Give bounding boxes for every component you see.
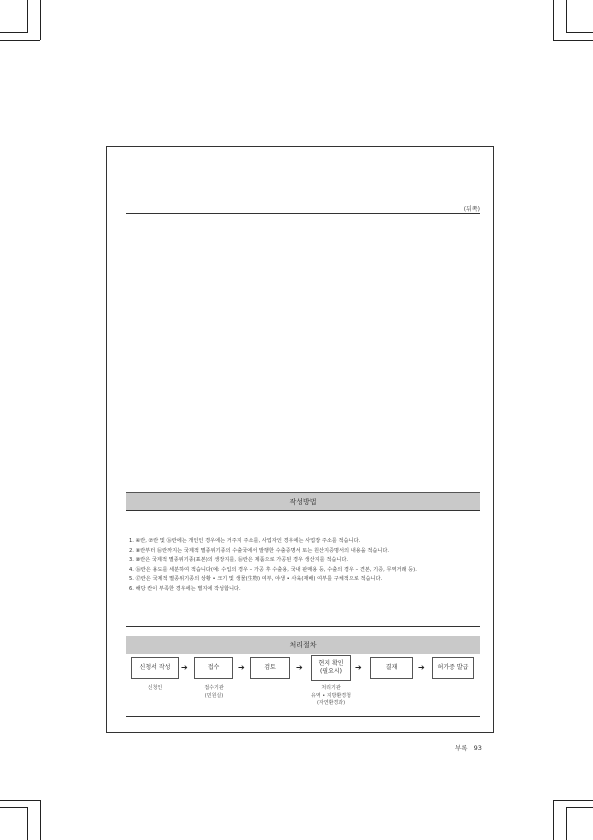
step-site-inspection [311,655,351,681]
crop-mark [553,0,554,40]
crop-mark [0,32,27,33]
crop-mark [553,800,554,840]
crop-mark [40,800,41,840]
step-label-line1: 현지 확인 [318,660,344,667]
crop-mark [0,807,27,808]
arrow-icon: ➔ [181,663,188,672]
crop-mark [566,807,567,840]
instruction-item: 5. ⑰란은 국제적 멸종위기종의 상황 • 크기 및 생물(生物) 여부, 야생 • 사육(재배) 여부를 구체적으로 적습니다. [129,576,383,583]
crop-mark [0,800,40,801]
arrow-icon: ➔ [355,663,362,672]
step-label: 허가증 발급 [437,664,469,671]
process-header [126,636,480,654]
writing-method-title: 작성방법 [289,497,317,506]
actor-applicant: 신청인 [147,685,163,691]
arrow-icon: ➔ [238,663,245,672]
actor-receiving-agency: 접수기관 (민원실) [204,685,224,699]
arrow-icon: ➔ [418,663,425,672]
step-label: 신청서 작성 [139,664,171,671]
step-approval [370,657,413,679]
actor-processing-agency: 처리기관 유역 • 지방환경청 (자연환경과) [311,685,351,706]
crop-mark [40,0,41,40]
step-review [250,657,290,679]
crop-mark [27,0,28,33]
crop-mark [566,0,567,33]
crop-mark [553,40,593,41]
step-label-line2: (필요시) [319,668,343,675]
step-permit-issue [432,657,474,679]
crop-mark [566,807,593,808]
crop-mark [0,40,40,41]
arrow-icon: ➔ [296,663,303,672]
crop-mark [553,800,593,801]
step-label: 결재 [385,664,398,671]
crop-mark [27,807,28,840]
step-label: 접수 [207,664,220,671]
writing-method-list [129,537,479,595]
instruction-item: 1. ④란, ⑦란 및 ⑯란에는 개인인 경우에는 거주지 주소를, 사업자인 경우에는 사업장 주소를 적습니다. [129,538,361,544]
writing-method-header [126,492,480,510]
section-rule [126,510,480,511]
process-title: 처리절차 [289,641,317,649]
footer-section: 부록 [455,744,468,752]
instruction-item: 2. ⑧란부터 ⑯란까지는 국제적 멸종위기종의 수출국에서 발행한 수출증명서 또는 원산지증명서의 내용을 적습니다. [129,547,390,554]
page-footer [455,743,482,752]
section-rule [126,626,480,627]
instruction-item: 3. ⑩란은 국제적 멸종위기종(표본)의 생장지를, ⑯란은 제품으로 가공된 경우 생산지를 적습니다. [129,557,349,564]
back-page-label: (뒤쪽) [463,206,480,213]
step-receipt [194,657,233,679]
instruction-item: 6. 해당 칸이 부족한 경우에는 별지에 작성합니다. [129,585,241,592]
bottom-rule [126,716,480,717]
page-number: 93 [473,744,482,752]
step-label: 검토 [264,664,276,671]
step-application [131,657,179,679]
instruction-item: 4. ⑯란은 용도를 세분하여 적습니다(예: 수입의 경우 – 가공 후 수출용, 국내 판매용 등, 수출의 경우 – 견본, 기증, 무역거래 등). [129,566,417,573]
top-rule [126,213,480,214]
crop-mark [566,32,593,33]
